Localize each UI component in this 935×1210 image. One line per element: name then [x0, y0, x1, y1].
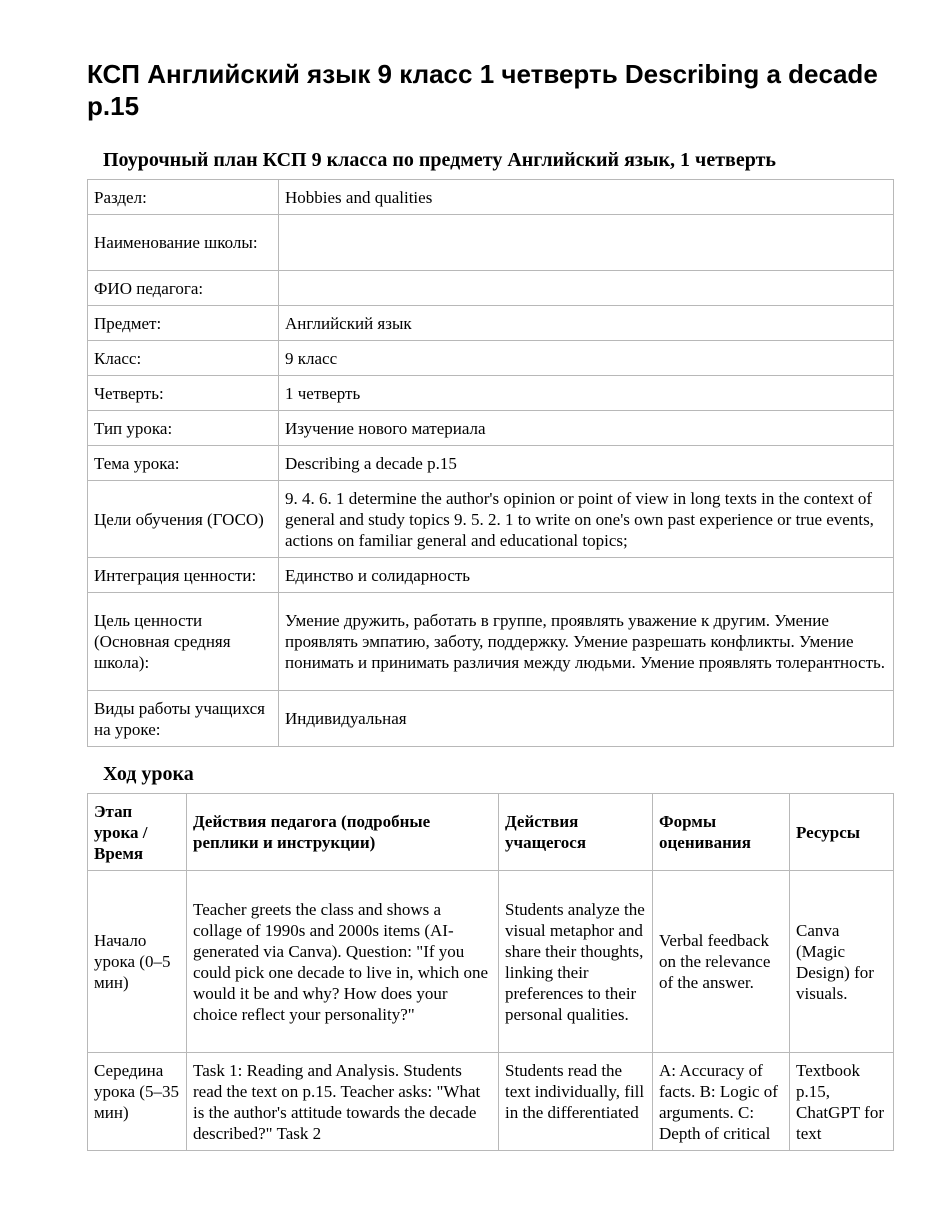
teacher-actions-cell: Task 1: Reading and Analysis. Students read the text on p.15. Teacher asks: "What is the author's attitude towards the decade described?" Task 2 [187, 1053, 499, 1151]
info-row-work-types [88, 691, 894, 747]
info-label: Предмет: [88, 306, 279, 341]
info-value: 9. 4. 6. 1 determine the author's opinion or point of view in long texts in the context of general and study topics 9. 5. 2. 1 to write on one's own past experience or true events, actions on familiar general and educational topics; [279, 481, 894, 558]
info-row-objectives [88, 481, 894, 558]
info-value: Describing a decade p.15 [279, 446, 894, 481]
column-header-student-actions: Действия учащегося [499, 794, 653, 871]
lesson-info-table [87, 179, 894, 747]
info-value: Индивидуальная [279, 691, 894, 747]
info-label: Раздел: [88, 180, 279, 215]
info-label: ФИО педагога: [88, 271, 279, 306]
info-row-grade [88, 341, 894, 376]
info-row-teacher [88, 271, 894, 306]
info-label: Цель ценности (Основная средняя школа): [88, 593, 279, 691]
assessment-cell: A: Accuracy of facts. B: Logic of arguments. C: Depth of critical [653, 1053, 790, 1151]
info-value: Hobbies and qualities [279, 180, 894, 215]
info-value: Умение дружить, работать в группе, проявлять уважение к другим. Умение проявлять эмпатию, заботу, поддержку. Умение разрешать конфликты. Умение понимать и принимать различия между людьми. Умение проявлять толерантность. [279, 593, 894, 691]
info-label: Цели обучения (ГОСО) [88, 481, 279, 558]
info-row-quarter [88, 376, 894, 411]
lesson-header-row [88, 794, 894, 871]
info-row-subject [88, 306, 894, 341]
column-header-resources: Ресурсы [790, 794, 894, 871]
info-value: 9 класс [279, 341, 894, 376]
student-actions-cell: Students analyze the visual metaphor and share their thoughts, linking their preferences to their personal qualities. [499, 871, 653, 1053]
document-title: КСП Английский язык 9 класс 1 четверть Describing a decade p.15 [87, 59, 878, 121]
lesson-heading: Ход урока [103, 763, 194, 785]
info-row-lesson-type [88, 411, 894, 446]
stage-cell: Середина урока (5–35 мин) [88, 1053, 187, 1151]
info-value [279, 215, 894, 271]
info-label: Виды работы учащихся на уроке: [88, 691, 279, 747]
student-actions-cell: Students read the text individually, fill in the differentiated [499, 1053, 653, 1151]
info-label: Класс: [88, 341, 279, 376]
lesson-progress-table [87, 793, 894, 1151]
column-header-teacher-actions: Действия педагога (подробные реплики и инструкции) [187, 794, 499, 871]
info-label: Четверть: [88, 376, 279, 411]
resources-cell: Canva (Magic Design) for visuals. [790, 871, 894, 1053]
info-value: Английский язык [279, 306, 894, 341]
info-label: Тип урока: [88, 411, 279, 446]
info-label: Интеграция ценности: [88, 558, 279, 593]
plan-heading: Поурочный план КСП 9 класса по предмету Английский язык, 1 четверть [103, 149, 776, 171]
lesson-row-start [88, 871, 894, 1053]
assessment-cell: Verbal feedback on the relevance of the answer. [653, 871, 790, 1053]
column-header-stage: Этап урока / Время [88, 794, 187, 871]
resources-cell: Textbook p.15, ChatGPT for text [790, 1053, 894, 1151]
lesson-row-middle [88, 1053, 894, 1151]
column-header-assessment: Формы оценивания [653, 794, 790, 871]
info-label: Тема урока: [88, 446, 279, 481]
info-row-school [88, 215, 894, 271]
info-row-section [88, 180, 894, 215]
info-label: Наименование школы: [88, 215, 279, 271]
info-row-topic [88, 446, 894, 481]
teacher-actions-cell: Teacher greets the class and shows a collage of 1990s and 2000s items (AI-generated via Canva). Question: "If you could pick one decade to live in, which one would it be and why? How does your choice reflect your personality?" [187, 871, 499, 1053]
info-row-value-goal [88, 593, 894, 691]
info-value: Изучение нового материала [279, 411, 894, 446]
stage-cell: Начало урока (0–5 мин) [88, 871, 187, 1053]
info-value: 1 четверть [279, 376, 894, 411]
info-value [279, 271, 894, 306]
info-row-value-integration [88, 558, 894, 593]
info-value: Единство и солидарность [279, 558, 894, 593]
